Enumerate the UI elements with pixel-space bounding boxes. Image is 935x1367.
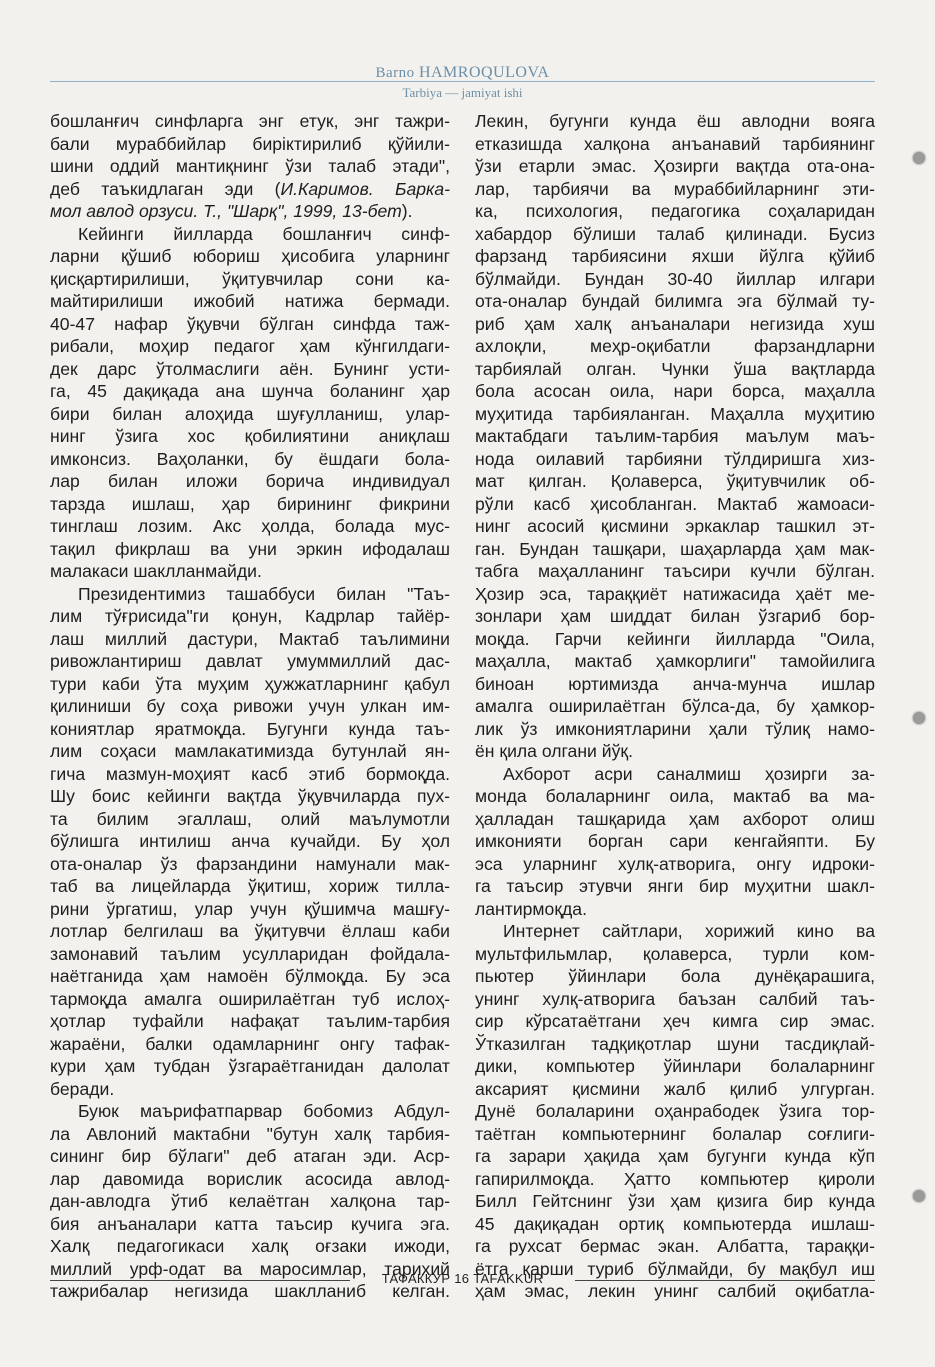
left-column [50, 110, 450, 1303]
text-line: лаш миллий дастури, Мактаб таълимини [50, 628, 450, 649]
binder-hole-mark [913, 152, 925, 164]
text-line: Интернет сайтлари, хорижий кино ва [503, 921, 875, 941]
text-line: майтирилиши ижобий натижа бермади. [50, 291, 450, 311]
text-line: ота-оналар бундай билимга эга бўлмай ту- [475, 291, 875, 311]
text-line: бия анъаналари катта таъсир кучига эга. [50, 1213, 450, 1234]
text-line: тури каби ўта муҳим ҳужжатларнинг қабул [50, 673, 450, 694]
header-divider [50, 81, 875, 82]
text-line: Ўтказилган тадқиқотлар шуни тасдиқлай- [475, 1033, 875, 1054]
text-line: эса уларнинг хулқ-атворига, онгу идроки- [475, 853, 875, 874]
text-line: риб ҳам халқ анъаналари негизида хуш [475, 313, 875, 334]
text-line: тажрибалар негизида шаклланиб келган. [50, 1281, 450, 1301]
text-line: Буюк маърифатпарвар бобомиз Абдул- [78, 1101, 450, 1121]
text-line: имконсиз. Ваҳоланки, бу ёшдаги бола- [50, 448, 450, 469]
text-line: таётган компьютернинг болалар соғлиги- [475, 1123, 875, 1144]
text-line: деб таъкидлаган эди (И.Каримов. Барка- [50, 178, 450, 199]
text-line: бола асосан оила, нари борса, маҳалла [475, 381, 875, 401]
text-line: 40-47 нафар ўқувчи бўлган синфда таж- [50, 313, 450, 334]
text-line: қисқартирилиши, ўқитувчилар сони ка- [50, 268, 450, 289]
binder-hole-mark [913, 1190, 925, 1202]
text-line: Кейинги йилларда бошланғич синф- [78, 223, 450, 244]
text-line: бали мураббийлар биріктирилиб қўйили- [50, 133, 450, 154]
text-line: Ахборот асри саналмиш ҳозирги за- [503, 763, 875, 784]
text-line: беради. [50, 1078, 115, 1099]
author-last-name: HAMROQULOVA [418, 64, 550, 81]
footer-rule-right [575, 1280, 875, 1281]
text-line: етказишда халқона анъанавий тарбиянинг [475, 133, 875, 154]
text-line: бири билан алоҳида шуғулланиш, улар- [50, 403, 450, 424]
rubric-title: Tarbiya — jamiyat ishi [402, 85, 523, 100]
text-line: малакаси шаклланмайди. [50, 561, 262, 581]
text-line: замонавий таълим усулларидан фойдала- [50, 943, 450, 964]
text-line: тақил фикрлаш ва уни эркин ифодалаш [50, 538, 450, 559]
text-line: лар давомида ворислик асосида авлод- [50, 1168, 450, 1189]
text-line: кури ҳам тубдан ўзгараётганидан далолат [50, 1056, 450, 1076]
binder-hole-mark [913, 712, 925, 724]
text-line: га зарари ҳақида ҳам бугунги кунда кўп [475, 1146, 875, 1166]
text-line: табга маҳалланинг таъсири кучли бўлган. [475, 561, 875, 581]
text-line: таб ва лицейларда ўқитиш, хориж тилла- [50, 876, 450, 896]
text-line: пьютер ўйинлари бола дунёқарашига, [475, 966, 875, 986]
text-line: ган. Бундан ташқари, шаҳарларда ҳам мак- [475, 538, 875, 559]
text-line: имконияти борган сари кенгайяпти. Бу [475, 831, 875, 851]
text-line: мактабдаги таълим-тарбия маълум маъ- [475, 426, 875, 446]
text-line: 45 дақиқадан ортиқ компьютерда ишлаш- [475, 1213, 875, 1234]
text-line: Ҳозир эса, тараққиёт натижасида ҳаёт ме- [475, 583, 875, 604]
text-line: кониятлар яратмоқда. Бугунги кунда таъ- [50, 718, 450, 739]
text-line: унинг хулқ-атворига баъзан салбий таъ- [475, 988, 875, 1009]
text-line: мультфильмлар, қолаверса, турли ком- [475, 943, 875, 964]
text-line: бўлишга интилиш анча кучайди. Бу ҳол [50, 831, 450, 851]
text-line: муҳитида тарбияланган. Маҳалла муҳитию [475, 403, 875, 424]
text-line: лим тўғрисида"ги қонун, Кадрлар тайёр- [50, 606, 450, 626]
text-line: лотлар белгилаш ва ўқитувчи ёллаш каби [50, 921, 450, 941]
text-line: Президентимиз ташаббуси билан "Таъ- [78, 583, 450, 604]
text-line: тармоқда амалга оширилаётган туб ислоҳ- [50, 988, 450, 1009]
text-line: маҳалла, мактаб ҳамкорлиги" тамойилига [475, 651, 875, 671]
text-line: сининг бир бўлаги" деб атаган эди. Аср- [50, 1146, 450, 1166]
text-line: сир кўрсатаётгани ҳеч кимга сир эмас. [475, 1011, 875, 1031]
text-line: нинг асосий қисмини эркаклар ташкил эт- [475, 516, 875, 536]
text-line: зонлари ҳам шиддат билан ўзгариб бор- [475, 606, 875, 626]
text-line: мол авлод орзуси. Т., "Шарқ", 1999, 13-бет). [50, 201, 413, 221]
text-line: лар билан иложи борича индивидуал [50, 471, 450, 491]
text-line: нинг ўзига хос қобилиятини аниқлаш [50, 426, 450, 446]
text-line: ҳам эмас, лекин унинг салбий оқибатла- [475, 1281, 875, 1301]
text-line: аксарият қисмини жалб қилиб улгурган. [475, 1078, 875, 1099]
text-line: ётга қарши туриб бўлмайди, бу мақбул иш [475, 1258, 875, 1279]
text-line: га рухсат бермас экан. Албатта, тараққи- [475, 1236, 875, 1256]
text-line: ахлоқли, меҳр-оқибатли фарзандларни [475, 336, 875, 356]
text-line: та билим эгаллаш, олий маълумотли [50, 808, 450, 829]
text-line: дан-авлодга ўтиб келаётган халқона тар- [50, 1191, 450, 1211]
text-line: ҳотлар туфайли нафақат таълим-тарбия [50, 1011, 450, 1031]
text-line: тарзда ишлаш, ҳар бирининг фикрини [50, 493, 450, 514]
text-line: жараёни, балки одамларнинг онгу тафак- [50, 1033, 450, 1054]
text-line: лантирмоқда. [475, 898, 587, 919]
text-line: биноан юртимизда анча-мунча ишлар [475, 673, 875, 694]
text-line: бошланғич синфларга энг етук, энг тажри- [50, 111, 450, 131]
text-line: хабардор бўлиши талаб қилинади. Бусиз [475, 223, 875, 244]
text-line: га таъсир этувчи янги бир муҳитни шакл- [475, 876, 875, 896]
footer-rule-left [50, 1280, 350, 1281]
text-line: ён қила олгани йўқ. [475, 741, 633, 761]
footer-label: ТАФАККУР 16 TAFAKKUR [381, 1271, 544, 1286]
text-line: Халқ педагогикаси халқ оғзаки ижоди, [50, 1236, 450, 1256]
text-line: ҳалладан ташқарида ҳам ахборот олиш [475, 808, 875, 829]
text-line: ка, психология, педагогика соҳаларидан [475, 201, 875, 221]
text-line: миллий урф-одат ва маросимлар, тарихий [50, 1258, 450, 1279]
text-line: дек дарс ўтолмаслиги аён. Бунинг усти- [50, 358, 450, 379]
text-line: лим соҳаси мамлакатимизда бутунлай ян- [50, 741, 450, 761]
author-name [50, 64, 875, 82]
author-first-name: Barno [375, 65, 415, 81]
text-line: Шу боис кейинги вақтда ўқувчиларда пух- [50, 786, 450, 806]
text-line: амалга оширилаётган бўлса-да, бу ҳамкор- [475, 696, 875, 716]
text-line: ривожлантириш давлат умуммиллий дас- [50, 651, 450, 671]
text-line: Билл Гейтснинг ўзи ҳам қизига бир кунда [475, 1191, 875, 1211]
text-line: Лекин, бугунги кунда ёш авлодни вояга [475, 111, 875, 131]
text-line: ўзи етарли эмас. Ҳозирги вақтда ота-она- [475, 156, 875, 176]
page-footer [50, 1268, 875, 1292]
right-column [475, 110, 875, 1303]
text-line: рини ўргатиш, улар учун қўшимча машғу- [50, 898, 450, 919]
text-line: бўлмайди. Бундан 30-40 йиллар илгари [475, 268, 875, 289]
text-line: рўли касб ҳисобланган. Мактаб жамоаси- [475, 493, 875, 514]
text-line: мат қилган. Қолаверса, ўқитувчилик об- [475, 471, 875, 491]
text-line: дики, компьютер ўйинлари болаларнинг [475, 1056, 875, 1076]
text-line: шини оддий мантиқнинг ўзи талаб этади", [50, 156, 450, 176]
text-line: нода оилавий тарбияни тўлдиришга хиз- [475, 448, 875, 469]
text-line: наётганида ҳам намоён бўлмоқда. Бу эса [50, 966, 450, 986]
text-line: гича мазмун-моҳият касб этиб бормоқда. [50, 763, 450, 784]
text-line: ота-оналар ўз фарзандини намунали мак- [50, 853, 450, 874]
text-line: Дунё болаларини оҳанрабодек ўзига тор- [475, 1101, 875, 1121]
text-line: ла Авлоний мактабни "бутун халқ тарбия- [50, 1123, 450, 1144]
text-line: га, 45 дақиқада ана шунча боланинг ҳар [50, 381, 450, 401]
text-line: лик ўз имкониятларини ҳали тўлиқ намо- [475, 718, 875, 739]
text-line: тинглаш лозим. Акс ҳолда, болада мус- [50, 516, 450, 536]
text-line: лар, тарбиячи ва мураббийларнинг эти- [475, 178, 875, 199]
text-line: фарзанд тарбиясини яхши йўлга қўйиб [475, 246, 875, 266]
text-line: рибали, моҳир педагог ҳам кўнгилдаги- [50, 336, 450, 356]
text-line: қилиниши бу соҳа ривожи учун улкан им- [50, 696, 450, 716]
page-header [50, 58, 875, 108]
text-line: гапирилмоқда. Ҳатто компьютер қироли [475, 1168, 875, 1189]
text-line: монда болаларнинг оила, мактаб ва ма- [475, 786, 875, 806]
text-line: моқда. Гарчи кейинги йилларда "Оила, [475, 628, 875, 649]
text-line: тарбиялай олган. Чунки ўша вақтларда [475, 358, 875, 379]
text-line: ларни қўшиб юбориш ҳисобига уларнинг [50, 246, 450, 266]
